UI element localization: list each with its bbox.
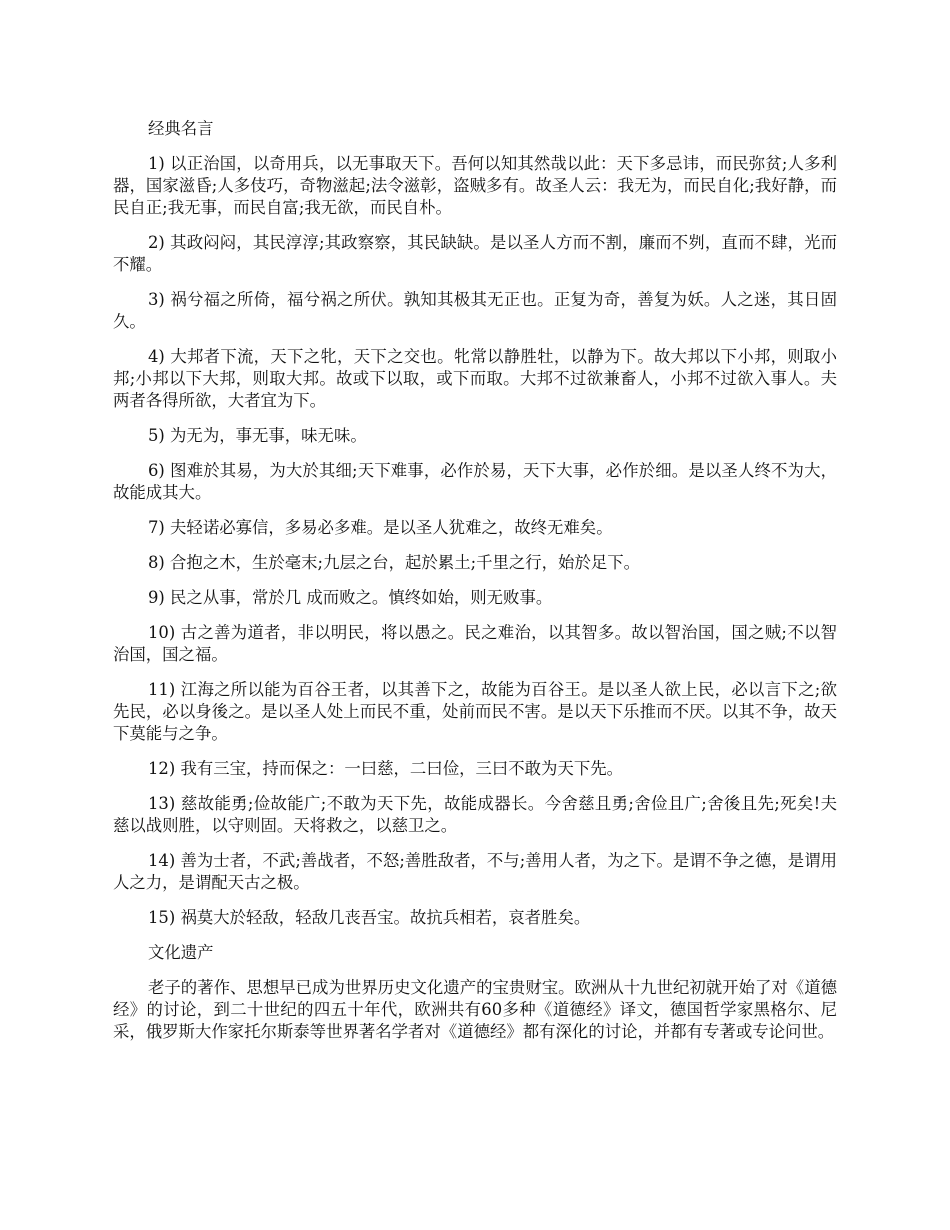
- quote-9: 9) 民之从事，常於几 成而败之。慎终如始，则无败事。: [148, 588, 553, 607]
- quote-8: 8) 合抱之木，生於毫末;九层之台，起於累土;千里之行，始於足下。: [148, 553, 641, 572]
- quote-7: 7) 夫轻诺必寡信，多易必多难。是以圣人犹难之，故终无难矣。: [148, 518, 613, 537]
- section-heading-quotes: 经典名言: [148, 119, 214, 138]
- quote-15: 15) 祸莫大於轻敌，轻敌几丧吾宝。故抗兵相若，哀者胜矣。: [148, 908, 591, 927]
- quote-6: 6) 图难於其易，为大於其细;天下难事，必作於易，天下大事，必作於细。是以圣人终不为大，故能成其大。: [113, 461, 837, 502]
- quote-11: 11) 江海之所以能为百谷王者，以其善下之，故能为百谷王。是以圣人欲上民，必以言下之;欲先民，必以身後之。是以圣人处上而民不重，处前而民不害。是以天下乐推而不厌。以其不争，故天下莫能与之争。: [113, 680, 837, 743]
- section-heading-heritage: 文化遗产: [148, 943, 214, 962]
- heritage-paragraph: 老子的著作、思想早已成为世界历史文化遗产的宝贵财宝。欧洲从十九世纪初就开始了对《道德经》的讨论，到二十世纪的四五十年代，欧洲共有60多种《道德经》译文，德国哲学家黑格尔、尼采，俄罗斯大作家托尔斯泰等世界著名学者对《道德经》都有深化的讨论，并都有专著或专论问世。: [113, 978, 837, 1041]
- quote-13: 13) 慈故能勇;俭故能广;不敢为天下先，故能成器长。今舍慈且勇;舍俭且广;舍後且先;死矣!夫慈以战则胜，以守则固。天将救之，以慈卫之。: [113, 794, 837, 835]
- quote-1: 1) 以正治国，以奇用兵，以无事取天下。吾何以知其然哉以此：天下多忌讳，而民弥贫;人多利器，国家滋昏;人多伎巧，奇物滋起;法令滋彰，盗贼多有。故圣人云：我无为，而民自化;我好静，而民自正;我无事，而民自富;我无欲，而民自朴。: [113, 154, 837, 217]
- quote-14: 14) 善为士者，不武;善战者，不怒;善胜敌者，不与;善用人者，为之下。是谓不争之德，是谓用人之力，是谓配天古之极。: [113, 851, 837, 892]
- quote-4: 4) 大邦者下流，天下之牝，天下之交也。牝常以静胜牡，以静为下。故大邦以下小邦，则取小邦;小邦以下大邦，则取大邦。故或下以取，或下而取。大邦不过欲兼畜人，小邦不过欲入事人。夫两者各得所欲，大者宜为下。: [113, 347, 837, 410]
- quote-10: 10) 古之善为道者，非以明民，将以愚之。民之难治，以其智多。故以智治国，国之贼;不以智治国，国之福。: [113, 623, 837, 664]
- quote-5: 5) 为无为，事无事，味无味。: [148, 426, 367, 445]
- document-page: [113, 118, 837, 1056]
- quote-3: 3) 祸兮福之所倚，福兮祸之所伏。孰知其极其无正也。正复为奇，善复为妖。人之迷，其日固久。: [113, 290, 837, 331]
- quote-2: 2) 其政闷闷，其民淳淳;其政察察，其民缺缺。是以圣人方而不割，廉而不刿，直而不肆，光而不耀。: [113, 233, 837, 274]
- quote-12: 12) 我有三宝，持而保之：一曰慈，二曰俭，三曰不敢为天下先。: [148, 759, 624, 778]
